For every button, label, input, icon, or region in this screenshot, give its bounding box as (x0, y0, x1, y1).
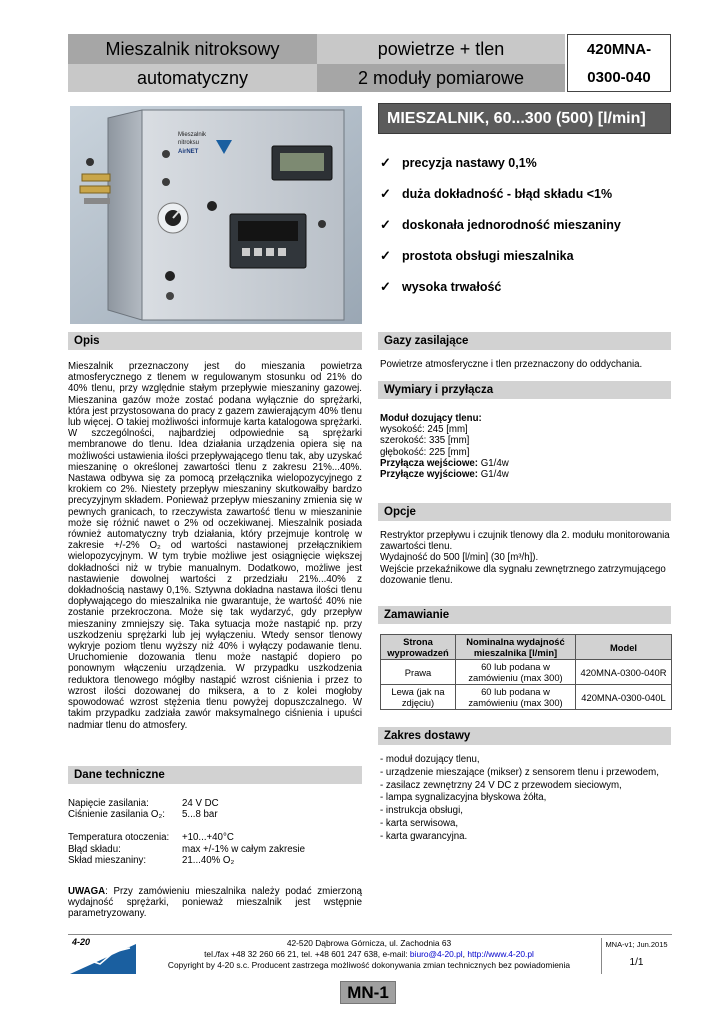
opcje-line: Wejście przekaźnikowe dla sygnału zewnętrznego zatrzymującego dozowanie tlenu. (380, 563, 666, 586)
table-row (381, 685, 672, 710)
wymiary-dim: wysokość: 245 [mm] (380, 424, 468, 436)
dane-list (68, 798, 362, 866)
list-item: - lampa sygnalizacyjna błyskowa żółta, (380, 792, 547, 804)
opcje-line: Restryktor przepływu i czujnik tlenowy dla 2. modułu monitorowania zawartości tlenu. (380, 530, 670, 553)
wymiary-in-value: G1/4w (478, 457, 509, 469)
document-code: MN-1 (340, 981, 396, 1004)
page-number: 1/1 (629, 957, 644, 968)
model-code-line2: 0300-040 (587, 68, 651, 86)
dane-key: Skład mieszaniny: (68, 854, 147, 866)
order-cell: Lewa (jak na zdjęciu) (381, 685, 456, 710)
opis-text: Mieszalnik przeznaczony jest do mieszania powietrza atmosferycznego z tlenem w regulowanym stosunku od 21% do 40% tlenu, przy względnie stałym przepływie mieszaniny gazowej. Mieszanina gazów może zostać podana wyłącznie do sprężarki, która jest przystosowana do pracy z gazem zawierającym 40% tlenu lub więcej. O takiej możliwości informuje karta katalogowa sprężarki. W szczególności, najbardziej odpowiednie są sprężarki membranowe do tlenu. Idea działania urządzenia opiera się na możliwości ustawienia ilości przepływającego tlenu tak, aby uzyskać mieszaninę o określonej zawartości tlenu z zakresu 21%...40%. Nastawa odbywa się za pomocą przełącznika wielopozycyjnego z krokiem co 2%. Niestety przepływ mieszaniny skutkowałby bardzo precyzyjnym składem. Ponieważ przepływ mieszaniny zmienia się w pewnych granicach, to rzeczywista zawartość tlenu w mieszaninie może się różnić nawet o 2% od oczekiwanej. Mieszalnik posiada również automatyczny tryb działania, który przejmuje kontrolę w zakresie +/-2% O₂ od wartości nastawionej przełącznikiem wielopozycyjnym. W tym trybie możliwe jest osiągnięcie większej dokładności niż w trybie manualnym. Dodatkowo, możliwe jest nastawienie dowolnej wartości z przedziału 21%...40% z dokładnością nastawy 0,1%. Sztywna dokładna nastawa ilości tlenu dopływającego do mieszalnika nie gwarantuje, że wartość 40% nie zostanie przekroczona. Może się tak wydarzyć, gdy przepływ mieszaniny zmniejszy się. Taka sytuacja może nastąpić np. przy uszkodzeniu sprężarki lub jej wyłączeniu. Wtedy sensor tlenowy wykryje poziom tlenu wyższy niż 40% i wyłączy podawanie tlenu. Uruchomienie dozowania tlenu może nastąpić dopiero po ponownym włączeniu urządzenia. W przypadku uszkodzenia reduktora tlenowego mógłby nastąpić wzrost ciśnienia i przez to wzrost ilości dozowanej do miksera, a to z kolei mogłoby spowodować wzrost stężenia tlenu powyżej dopuszczalnego. W takim przypadku zadziała zawór maksymalnego ciśnienia i upuści nadmiar tlenu do atmosfery. (68, 361, 362, 731)
order-cell: Prawa (381, 660, 456, 685)
section-title-opis: Opis (68, 332, 362, 350)
section-title-gazy: Gazy zasilające (378, 332, 671, 350)
dane-key: Ciśnienie zasilania O₂: (68, 809, 165, 821)
table-row (381, 660, 672, 685)
wymiary-dim: głębokość: 225 [mm] (380, 446, 470, 458)
wymiary-out-label: Przyłącze wyjściowe: (380, 469, 479, 481)
order-cell: 420MNA-0300-040L (576, 685, 672, 710)
website-link[interactable]: http://www.4-20.pl (467, 949, 534, 959)
opcje-block (380, 530, 672, 586)
dane-value: 21...40% O₂ (182, 854, 235, 866)
feature-item: ✓ precyzja nastawy 0,1% (380, 155, 537, 170)
section-title-dane: Dane techniczne (68, 766, 362, 784)
email-link[interactable]: biuro@4-20.pl (409, 949, 463, 959)
check-icon: ✓ (380, 155, 391, 170)
dostawy-list (380, 754, 672, 844)
product-range-bar: MIESZALNIK, 60...300 (500) [l/min] (378, 103, 671, 134)
wymiary-modul-label: Moduł dozujący tlenu: (380, 413, 482, 424)
uwaga-label: UWAGA (68, 886, 106, 897)
product-photo (70, 106, 362, 324)
order-cell: 60 lub podana w zamówieniu (max 300) (456, 685, 576, 710)
dane-value: 24 V DC (182, 798, 219, 809)
list-item: - moduł dozujący tlenu, (380, 754, 480, 765)
list-item: - instrukcja obsługi, (380, 805, 463, 817)
order-header-cell: Strona wyprowadzeń (381, 635, 456, 660)
photo-label-name1: Mieszalnik (178, 132, 207, 138)
section-title-zamawianie: Zamawianie (378, 606, 671, 624)
dane-key: Temperatura otoczenia: (68, 832, 170, 844)
dane-value: 5...8 bar (182, 809, 218, 821)
dane-key: Błąd składu: (68, 843, 121, 855)
section-title-dostawy: Zakres dostawy (378, 727, 671, 745)
uwaga-note (68, 886, 362, 920)
wymiary-in-label: Przyłącza wejściowe: (380, 457, 479, 469)
feature-item: ✓ duża dokładność - błąd składu <1% (380, 186, 613, 201)
uwaga-text: : Przy zamówieniu mieszalnika należy podać zmierzoną wydajność sprężarki, ponieważ mieszalnik jest wstępnie parametryzowany. (68, 886, 362, 920)
section-title-wymiary: Wymiary i przyłącza (378, 381, 671, 399)
check-icon: ✓ (380, 186, 391, 201)
list-item: - karta gwarancyjna. (380, 830, 468, 842)
feature-item: ✓ wysoka trwałość (380, 279, 502, 294)
order-cell: 60 lub podana w zamówieniu (max 300) (456, 660, 576, 685)
order-cell: 420MNA-0300-040R (576, 660, 672, 685)
check-icon: ✓ (380, 279, 391, 294)
header-subtitle-line1: powietrze + tlen (317, 34, 565, 64)
model-code-line1: 420MNA- (586, 40, 652, 58)
gazy-text: Powietrze atmosferyczne i tlen przeznaczony do oddychania. (380, 359, 643, 370)
footer-address: 42-520 Dąbrowa Górnicza, ul. Zachodnia 63 (286, 938, 452, 948)
list-item: - urządzenie mieszające (mikser) z sensorem tlenu i przewodem, (380, 766, 659, 778)
list-item: - zasilacz zewnętrzny 24 V DC z przewodem sieciowym, (380, 779, 622, 791)
photo-label-name2: nitroksu (178, 140, 200, 146)
footer-divider (68, 934, 672, 935)
header-title-line2: automatyczny (68, 64, 317, 92)
logo-text: 4-20 (72, 937, 91, 947)
model-code (567, 34, 671, 92)
wymiary-dim: szerokość: 335 [mm] (380, 435, 470, 447)
section-title-opcje: Opcje (378, 503, 671, 521)
photo-label-brand: AirNET (178, 149, 199, 155)
wymiary-block (380, 413, 672, 480)
version-text: MNA-v1; Jun.2015 (605, 940, 668, 949)
dane-value: +10...+40°C (182, 832, 234, 844)
order-header-cell: Nominalna wydajność mieszalnika [l/min] (456, 635, 576, 660)
header-subtitle-line2: 2 moduły pomiarowe (317, 64, 565, 92)
feature-item: ✓ prostota obsługi mieszalnika (380, 248, 574, 263)
dane-value: max +/-1% w całym zakresie (182, 843, 306, 855)
list-item: - karta serwisowa, (380, 817, 459, 829)
footer-version-box (601, 938, 671, 974)
check-icon: ✓ (380, 248, 391, 263)
order-table-header (381, 635, 672, 660)
opcje-line: Wydajność do 500 [l/min] (30 [m³/h]). (380, 552, 539, 564)
footer-contact (138, 938, 600, 974)
company-logo (70, 938, 136, 974)
feature-item: ✓ doskonała jednorodność mieszaniny (380, 217, 621, 232)
order-header-cell: Model (576, 635, 672, 660)
footer-copyright: Copyright by 4-20 s.c. Producent zastrzega możliwość dokonywania zmian technicznych bez powiadomienia (167, 960, 571, 970)
order-table (380, 634, 672, 710)
wymiary-out-value: G1/4w (478, 469, 509, 481)
footer-contact-line: tel./fax +48 32 260 66 21, tel. +48 601 247 638, e-mail: biuro@4-20.pl, http://www.4-20.pl (204, 949, 534, 959)
dane-key: Napięcie zasilania: (68, 798, 149, 809)
check-icon: ✓ (380, 217, 391, 232)
header-title-line1: Mieszalnik nitroksowy (68, 34, 317, 64)
